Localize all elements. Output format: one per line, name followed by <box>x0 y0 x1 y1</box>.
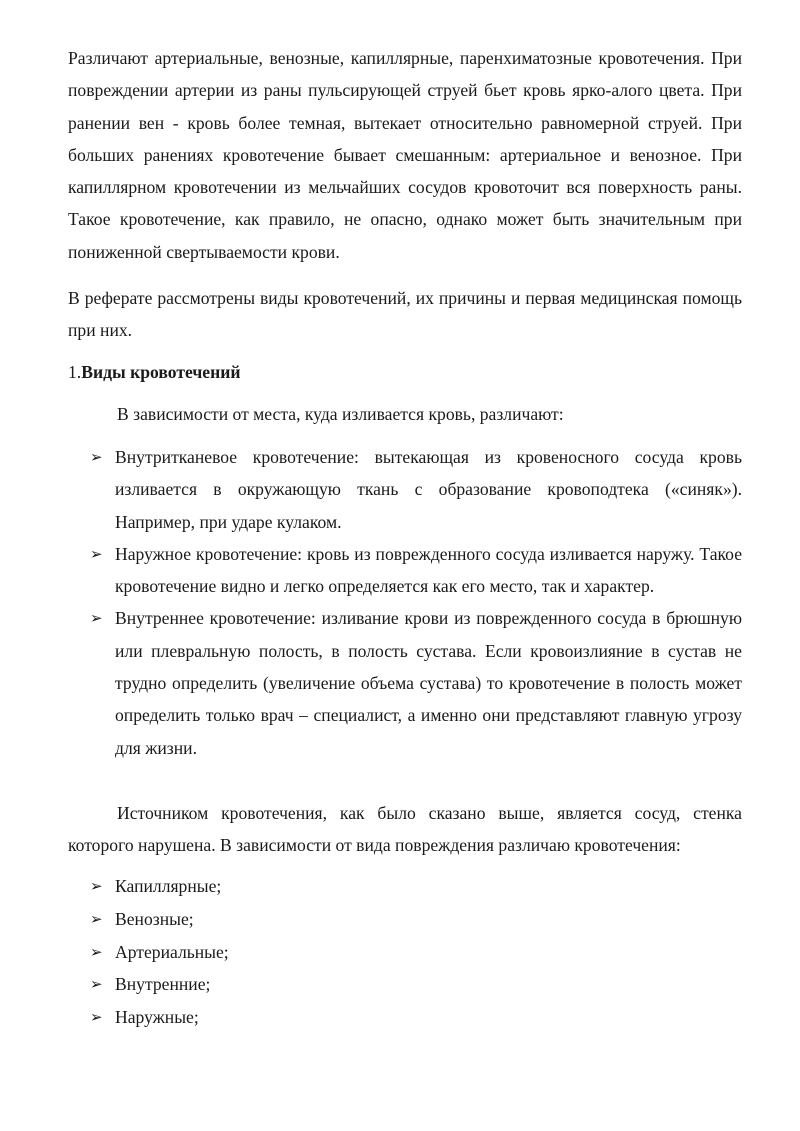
list-item-text: Наружные; <box>115 1007 199 1028</box>
source-paragraph-text: Источником кровотечения, как было сказано выше, является сосуд, стенка которого нарушена. В зависимости от вида повреждения различаю кровотечения: <box>68 803 742 856</box>
list-item <box>68 1001 742 1033</box>
list-item-text: Капиллярные; <box>115 876 222 896</box>
types-by-place-list <box>68 441 742 764</box>
intro-paragraph <box>68 42 742 268</box>
list-item <box>68 903 742 935</box>
summary-paragraph <box>68 282 742 347</box>
list-item-text: Внутритканевое кровотечение: вытекающая из кровеносного сосуда кровь изливается в окружающую ткань с образование кровоподтека («синяк»). Например, при ударе кулаком. <box>115 447 742 532</box>
list-item-text: Наружное кровотечение: кровь из поврежденного сосуда изливается наружу. Такое кровотечение видно и легко определяется как его место, так и характер. <box>115 543 742 597</box>
list-item-text: Артериальные; <box>115 941 229 962</box>
arrow-bullet-icon: ➢ <box>90 1008 103 1027</box>
list-item <box>68 870 742 902</box>
section-number: 1. <box>68 362 82 382</box>
intro-text: Различают артериальные, венозные, капиллярные, паренхиматозные кровотечения. При повреждении артерии из раны пульсирующей струей бьет кровь ярко-алого цвета. При ранении вен - кровь более темная, вытекает относительно равномерной струей. При больших ранениях кровотечение бывает смешанным: артериальное и венозное. При капиллярном кровотечении из мельчайших сосудов кровоточит вся поверхность раны. Такое кровотечение, как правило, не опасно, однако может быть значительным при пониженной свертываемости крови. <box>68 48 742 262</box>
arrow-bullet-icon: ➢ <box>90 877 103 895</box>
list-item <box>68 602 742 763</box>
arrow-bullet-icon: ➢ <box>90 609 103 628</box>
list-item <box>68 968 742 1000</box>
section-heading <box>68 356 742 388</box>
section-title: Виды кровотечений <box>81 362 241 382</box>
arrow-bullet-icon: ➢ <box>90 975 103 994</box>
summary-text: В реферате рассмотрены виды кровотечений, их причины и первая медицинская помощь при них. <box>68 288 742 341</box>
arrow-bullet-icon: ➢ <box>90 448 103 466</box>
list-item <box>68 936 742 968</box>
source-paragraph <box>68 797 742 862</box>
arrow-bullet-icon: ➢ <box>90 909 103 928</box>
list-item-text: Венозные; <box>115 908 194 929</box>
list-item-text: Внутреннее кровотечение: изливание крови из поврежденного сосуда в брюшную или плевральную полость, в полость сустава. Если кровоизлияние в сустав не трудно определить (увеличение объема сустава) то кровотечение в полость может определить только врач – специалист, а именно они представляют главную угрозу для жизни. <box>115 608 742 758</box>
list-item <box>68 538 742 603</box>
arrow-bullet-icon: ➢ <box>90 544 103 563</box>
types-by-damage-list <box>68 870 742 1034</box>
section-lead <box>68 398 742 430</box>
section-lead-text: В зависимости от места, куда изливается кровь, различают: <box>117 404 564 424</box>
list-item-text: Внутренние; <box>115 974 211 995</box>
list-item <box>68 441 742 538</box>
arrow-bullet-icon: ➢ <box>90 942 103 961</box>
